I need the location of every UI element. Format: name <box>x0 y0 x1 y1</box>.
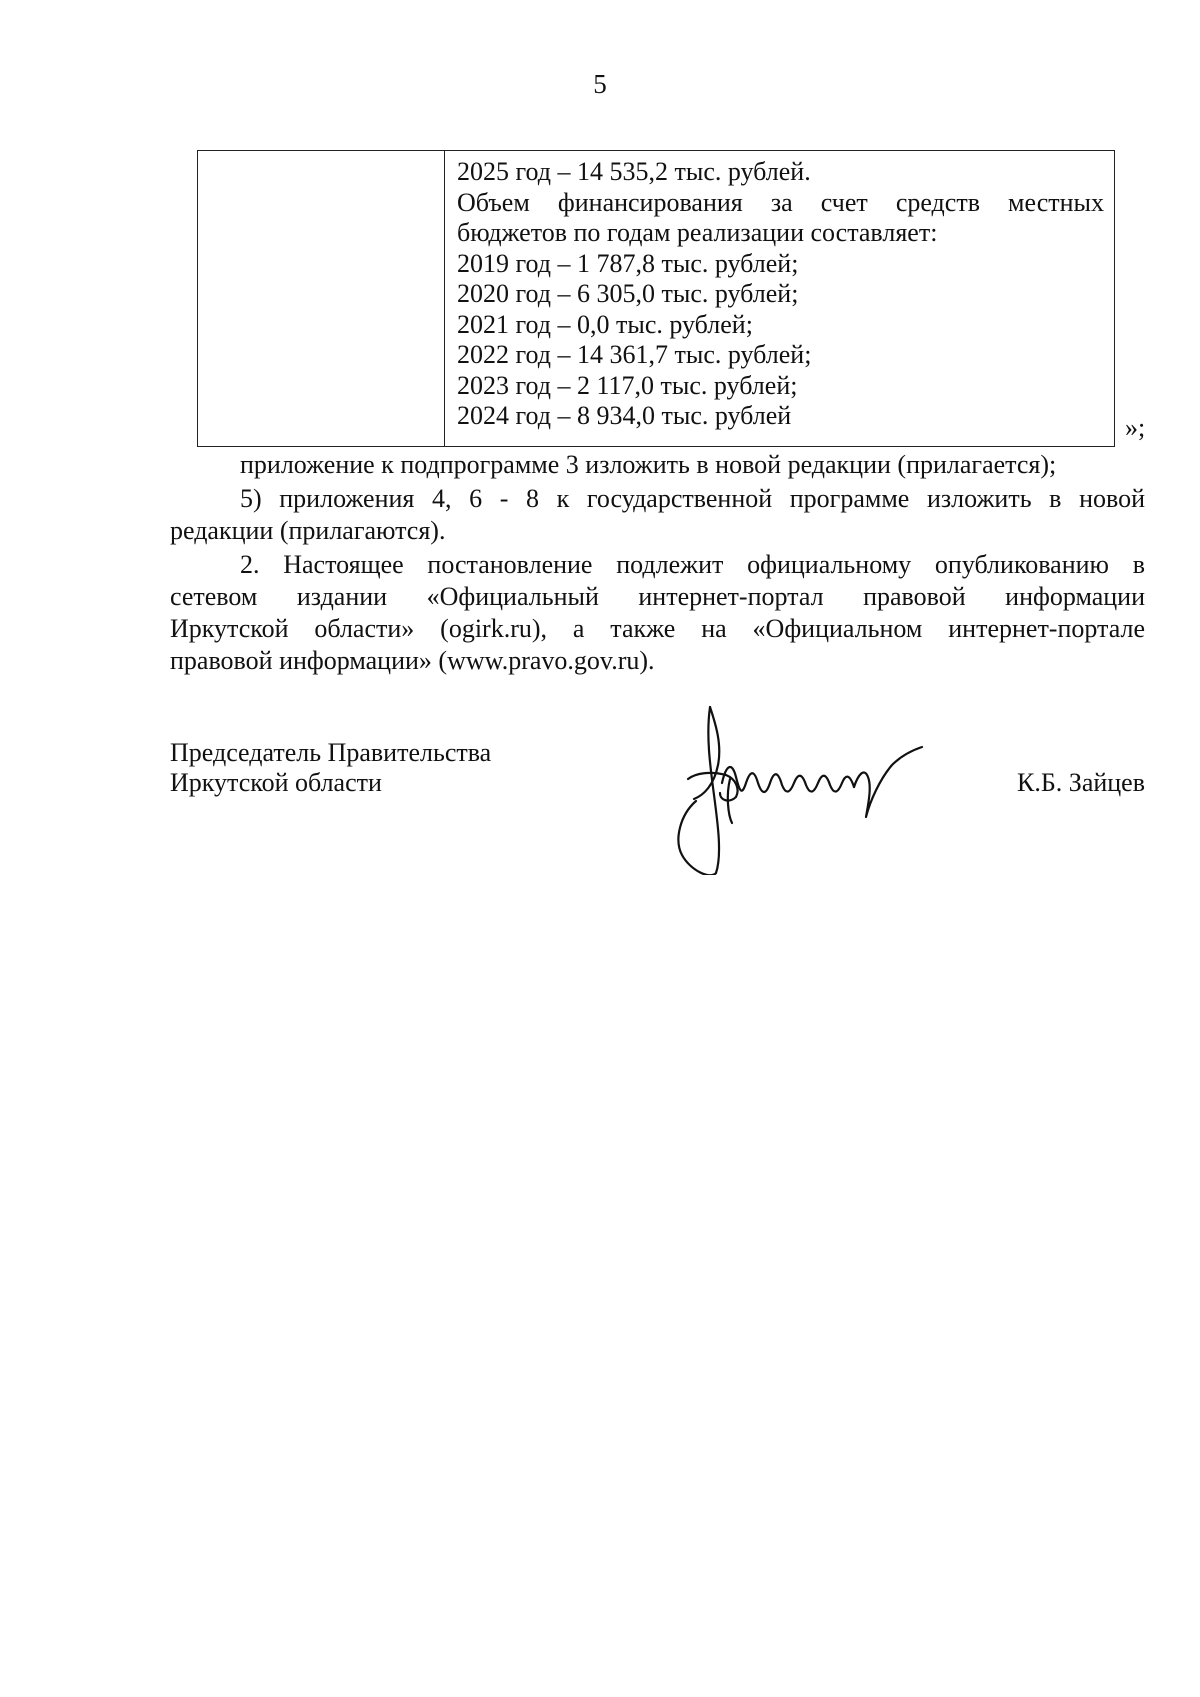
signer-position <box>170 738 491 798</box>
financing-table <box>197 150 1115 447</box>
closing-quote: »; <box>1125 413 1146 442</box>
signer-position-line: Председатель Правительства <box>170 738 492 767</box>
signer-name: К.Б. Зайцев <box>1017 768 1145 797</box>
page-number: 5 <box>593 69 607 99</box>
table-line: 2022 год – 14 361,7 тыс. рублей; <box>457 340 812 369</box>
table-line: 2023 год – 2 117,0 тыс. рублей; <box>457 370 798 400</box>
table-line: 2021 год – 0,0 тыс. рублей; <box>457 309 753 339</box>
handwritten-signature <box>670 705 960 875</box>
paragraph-line: Иркутской области» (ogirk.ru), а также на «Официальном интернет-портале <box>170 614 1145 643</box>
table-line: Объем финансирования за счет средств местных <box>457 187 1104 217</box>
table-left-cell <box>198 151 445 446</box>
table-line: 2025 год – 14 535,2 тыс. рублей. <box>457 157 811 186</box>
paragraph-appendices-4-8 <box>170 483 1145 547</box>
signer-position-line: Иркутской области <box>170 768 382 797</box>
table-line: 2019 год – 1 787,8 тыс. рублей; <box>457 248 799 278</box>
table-right-cell <box>445 151 1114 446</box>
paragraph-line: правовой информации» (www.pravo.gov.ru). <box>170 646 655 675</box>
paragraph-line: редакции (прилагаются). <box>170 516 446 545</box>
paragraph-publication <box>170 549 1145 677</box>
paragraph-line: приложение к подпрограмме 3 изложить в новой редакции (прилагается); <box>240 450 1057 479</box>
paragraph-line: сетевом издании «Официальный интернет-портал правовой информации <box>170 582 1145 611</box>
paragraph-appendix-subprogram <box>170 449 1145 481</box>
table-line: 2020 год – 6 305,0 тыс. рублей; <box>457 279 799 308</box>
paragraph-line: 5) приложения 4, 6 - 8 к государственной программе изложить в новой <box>240 484 1145 513</box>
paragraph-line: 2. Настоящее постановление подлежит официальному опубликованию в <box>240 550 1145 579</box>
table-line: 2024 год – 8 934,0 тыс. рублей <box>457 401 792 430</box>
table-line: бюджетов по годам реализации составляет: <box>457 218 938 247</box>
